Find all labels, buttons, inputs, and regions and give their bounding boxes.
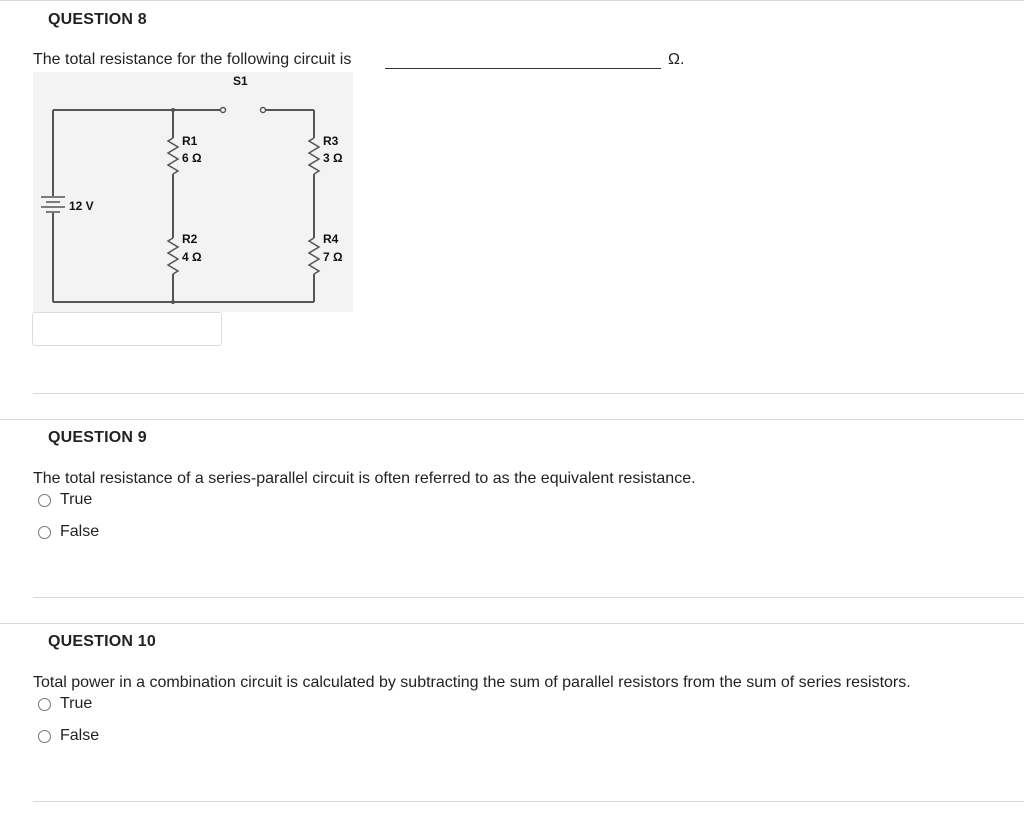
question-10-top-divider (0, 623, 1024, 624)
question-10-option-false[interactable] (38, 727, 99, 745)
battery-label: 12 V (69, 199, 94, 213)
question-10-bottom-divider (33, 801, 1024, 802)
resistor-r2-name: R2 (182, 232, 198, 246)
radio-button-icon[interactable] (38, 494, 51, 507)
resistor-r2-value: 4 Ω (182, 250, 202, 264)
question-9-text: The total resistance of a series-parallel circuit is often referred to as the equivalent resistance. (33, 470, 696, 487)
resistor-r3-value: 3 Ω (323, 151, 343, 165)
question-9-title: QUESTION 9 (48, 429, 147, 446)
question-10-title: QUESTION 10 (48, 633, 157, 650)
resistor-r1-value: 6 Ω (182, 151, 202, 165)
circuit-diagram (33, 72, 353, 312)
switch-label: S1 (233, 74, 248, 88)
resistor-r1-name: R1 (182, 134, 198, 148)
circuit-background (33, 72, 353, 312)
resistor-r4-name: R4 (323, 232, 339, 246)
question-8-blank (385, 68, 661, 69)
option-label: True (60, 695, 93, 712)
question-10-text: Total power in a combination circuit is calculated by subtracting the sum of parallel resistors from the sum of series resistors. (33, 674, 911, 691)
option-label: False (60, 727, 100, 744)
question-8-unit: Ω. (668, 51, 685, 68)
question-8-top-divider (0, 0, 1024, 1)
question-9-top-divider (0, 419, 1024, 420)
radio-button-icon[interactable] (38, 526, 51, 539)
radio-button-icon[interactable] (38, 698, 51, 711)
resistor-r4-value: 7 Ω (323, 250, 343, 264)
question-9-option-false[interactable] (38, 523, 99, 541)
resistor-r3-name: R3 (323, 134, 339, 148)
radio-button-icon[interactable] (38, 730, 51, 743)
option-label: True (60, 491, 93, 508)
question-8-text: The total resistance for the following circuit is (33, 51, 352, 68)
question-10-option-true[interactable] (38, 695, 92, 713)
question-8-bottom-divider (33, 393, 1024, 394)
question-8-answer-input[interactable] (32, 312, 222, 346)
option-label: False (60, 523, 100, 540)
question-9-bottom-divider (33, 597, 1024, 598)
question-9-option-true[interactable] (38, 491, 92, 509)
question-8-title: QUESTION 8 (48, 11, 147, 28)
